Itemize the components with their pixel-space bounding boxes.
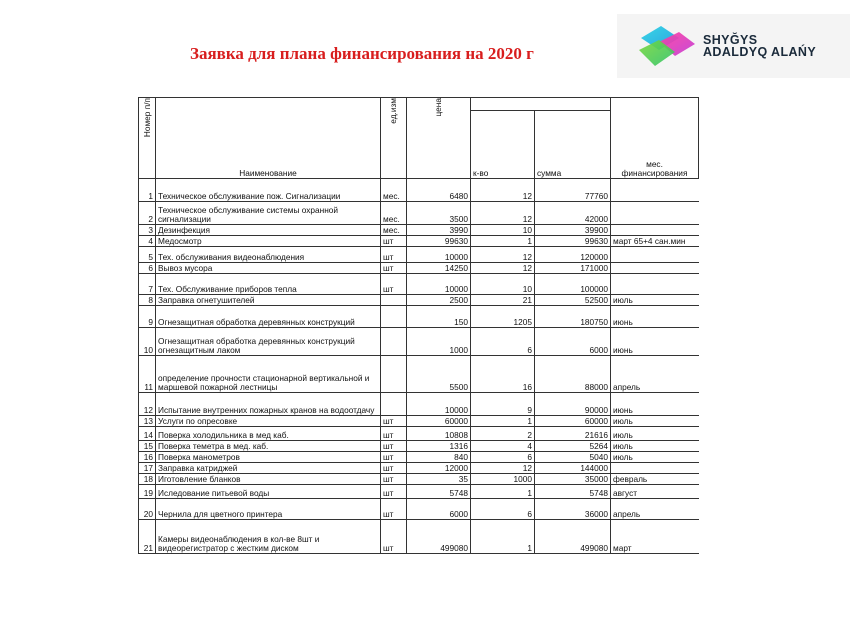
row-price: 10000: [407, 274, 471, 295]
table-row: [139, 202, 699, 225]
row-qty: 1205: [471, 306, 535, 328]
row-sum: 5040: [535, 452, 611, 463]
row-month: июль: [611, 441, 699, 452]
row-number: 12: [139, 393, 156, 416]
row-name: Заправка огнетушителей: [156, 295, 381, 306]
row-price: 6000: [407, 499, 471, 520]
row-name: Поверка манометров: [156, 452, 381, 463]
row-qty: 12: [471, 463, 535, 474]
row-unit: [381, 328, 407, 356]
row-unit: шт: [381, 474, 407, 485]
row-unit: шт: [381, 463, 407, 474]
row-month: апрель: [611, 499, 699, 520]
row-sum: 144000: [535, 463, 611, 474]
row-unit: шт: [381, 485, 407, 499]
row-sum: 120000: [535, 247, 611, 263]
row-price: 499080: [407, 520, 471, 554]
row-price: 5748: [407, 485, 471, 499]
row-unit: шт: [381, 416, 407, 427]
row-sum: 99630: [535, 236, 611, 247]
table-row: [139, 247, 699, 263]
row-price: 35: [407, 474, 471, 485]
row-sum: 52500: [535, 295, 611, 306]
row-number: 19: [139, 485, 156, 499]
table-row: [139, 236, 699, 247]
row-name: Огнезащитная обработка деревянных конструкций огнезащитным лаком: [156, 328, 381, 356]
row-sum: 35000: [535, 474, 611, 485]
row-sum: 499080: [535, 520, 611, 554]
row-name: Заправка катриджей: [156, 463, 381, 474]
table-row: [139, 485, 699, 499]
row-sum: 171000: [535, 263, 611, 274]
row-number: 5: [139, 247, 156, 263]
row-name: Иследование питьевой воды: [156, 485, 381, 499]
row-sum: 39900: [535, 225, 611, 236]
table-row: [139, 474, 699, 485]
row-number: 1: [139, 179, 156, 202]
row-number: 10: [139, 328, 156, 356]
row-qty: 1: [471, 520, 535, 554]
table-row: [139, 520, 699, 554]
row-number: 3: [139, 225, 156, 236]
row-month: [611, 274, 699, 295]
row-sum: 36000: [535, 499, 611, 520]
row-name: Огнезащитная обработка деревянных конструкций: [156, 306, 381, 328]
row-price: 840: [407, 452, 471, 463]
row-number: 17: [139, 463, 156, 474]
row-sum: 6000: [535, 328, 611, 356]
row-name: Вывоз мусора: [156, 263, 381, 274]
header-qty: к-во: [471, 111, 535, 179]
row-qty: 1000: [471, 474, 535, 485]
row-name: Тех. обслуживания видеонаблюдения: [156, 247, 381, 263]
row-sum: 5264: [535, 441, 611, 452]
row-month: июль: [611, 416, 699, 427]
row-price: 1316: [407, 441, 471, 452]
row-price: 10000: [407, 393, 471, 416]
table-row: [139, 416, 699, 427]
row-unit: [381, 393, 407, 416]
row-qty: 16: [471, 356, 535, 393]
row-name: Дезинфекция: [156, 225, 381, 236]
row-name: Техническое обслуживание пож. Сигнализации: [156, 179, 381, 202]
table-row: [139, 463, 699, 474]
row-number: 18: [139, 474, 156, 485]
row-sum: 5748: [535, 485, 611, 499]
row-qty: 10: [471, 274, 535, 295]
row-number: 8: [139, 295, 156, 306]
header-month: мес. финансирования: [611, 98, 699, 179]
header-group: [471, 98, 611, 111]
header-num: Номер п/п: [139, 98, 156, 179]
row-qty: 9: [471, 393, 535, 416]
row-name: Иготовление бланков: [156, 474, 381, 485]
row-month: июль: [611, 452, 699, 463]
header-sum: сумма: [535, 111, 611, 179]
row-unit: мес.: [381, 202, 407, 225]
row-unit: мес.: [381, 179, 407, 202]
table-row: [139, 499, 699, 520]
row-sum: 100000: [535, 274, 611, 295]
row-price: 10000: [407, 247, 471, 263]
row-price: 1000: [407, 328, 471, 356]
row-qty: 1: [471, 416, 535, 427]
row-qty: 6: [471, 499, 535, 520]
row-month: [611, 179, 699, 202]
header-unit: ед.изм: [381, 98, 407, 179]
row-month: [611, 202, 699, 225]
row-month: июнь: [611, 393, 699, 416]
row-unit: [381, 306, 407, 328]
table-row: [139, 179, 699, 202]
row-unit: [381, 356, 407, 393]
logo-line1: SHYĞYS: [703, 33, 758, 47]
row-qty: 1: [471, 485, 535, 499]
row-price: 3990: [407, 225, 471, 236]
table-row: [139, 225, 699, 236]
financing-table: [138, 97, 699, 554]
row-number: 14: [139, 427, 156, 441]
row-unit: шт: [381, 274, 407, 295]
table-row: [139, 295, 699, 306]
company-logo: [617, 14, 850, 78]
row-unit: шт: [381, 247, 407, 263]
row-qty: 1: [471, 236, 535, 247]
row-month: [611, 263, 699, 274]
logo-mark-icon: [631, 20, 701, 72]
row-month: [611, 225, 699, 236]
row-qty: 21: [471, 295, 535, 306]
row-name: Поверка теметра в мед. каб.: [156, 441, 381, 452]
row-sum: 90000: [535, 393, 611, 416]
row-qty: 10: [471, 225, 535, 236]
row-price: 99630: [407, 236, 471, 247]
table-row: [139, 306, 699, 328]
row-qty: 12: [471, 179, 535, 202]
row-month: июнь: [611, 306, 699, 328]
row-unit: шт: [381, 520, 407, 554]
row-name: Техническое обслуживание системы охранной сигнализации: [156, 202, 381, 225]
row-month: апрель: [611, 356, 699, 393]
row-qty: 12: [471, 247, 535, 263]
row-price: 6480: [407, 179, 471, 202]
row-unit: шт: [381, 452, 407, 463]
row-number: 4: [139, 236, 156, 247]
row-number: 11: [139, 356, 156, 393]
row-qty: 12: [471, 202, 535, 225]
row-month: июнь: [611, 328, 699, 356]
row-price: 60000: [407, 416, 471, 427]
row-qty: 4: [471, 441, 535, 452]
row-price: 12000: [407, 463, 471, 474]
row-name: Чернила для цветного принтера: [156, 499, 381, 520]
row-unit: шт: [381, 499, 407, 520]
row-name: Поверка холодильника в мед каб.: [156, 427, 381, 441]
row-name: определение прочности стационарной вертикальной и маршевой пожарной лестницы: [156, 356, 381, 393]
header-name: Наименование: [156, 98, 381, 179]
row-month: март 65+4 сан.мин: [611, 236, 699, 247]
row-unit: шт: [381, 441, 407, 452]
row-sum: 77760: [535, 179, 611, 202]
row-number: 7: [139, 274, 156, 295]
row-name: Тех. Обслуживание приборов тепла: [156, 274, 381, 295]
row-number: 6: [139, 263, 156, 274]
table-row: [139, 356, 699, 393]
row-number: 2: [139, 202, 156, 225]
row-name: Медосмотр: [156, 236, 381, 247]
row-price: 10808: [407, 427, 471, 441]
table-row: [139, 452, 699, 463]
row-month: июль: [611, 295, 699, 306]
row-qty: 12: [471, 263, 535, 274]
document-title: Заявка для плана финансирования на 2020 г: [190, 44, 534, 63]
logo-text: [703, 34, 816, 58]
row-number: 15: [139, 441, 156, 452]
row-unit: шт: [381, 263, 407, 274]
row-price: 2500: [407, 295, 471, 306]
row-month: февраль: [611, 474, 699, 485]
row-qty: 6: [471, 452, 535, 463]
row-name: Испытание внутренних пожарных кранов на водоотдачу: [156, 393, 381, 416]
row-unit: шт: [381, 236, 407, 247]
row-number: 21: [139, 520, 156, 554]
logo-line2: ADALDYQ ALAŃY: [703, 45, 817, 59]
row-month: июль: [611, 427, 699, 441]
table-row: [139, 328, 699, 356]
row-qty: 2: [471, 427, 535, 441]
row-month: [611, 463, 699, 474]
row-month: [611, 247, 699, 263]
row-price: 150: [407, 306, 471, 328]
table-row: [139, 263, 699, 274]
row-qty: 6: [471, 328, 535, 356]
row-sum: 88000: [535, 356, 611, 393]
table-row: [139, 441, 699, 452]
row-price: 5500: [407, 356, 471, 393]
row-sum: 60000: [535, 416, 611, 427]
table-row: [139, 393, 699, 416]
row-number: 20: [139, 499, 156, 520]
row-sum: 42000: [535, 202, 611, 225]
row-name: Камеры видеонаблюдения в кол-ве 8шт и видеорегистратор с жестким диском: [156, 520, 381, 554]
row-unit: шт: [381, 427, 407, 441]
row-unit: [381, 295, 407, 306]
row-sum: 180750: [535, 306, 611, 328]
row-number: 9: [139, 306, 156, 328]
row-month: август: [611, 485, 699, 499]
row-unit: мес.: [381, 225, 407, 236]
table-row: [139, 274, 699, 295]
row-month: март: [611, 520, 699, 554]
row-name: Услуги по опресовке: [156, 416, 381, 427]
row-sum: 21616: [535, 427, 611, 441]
row-price: 3500: [407, 202, 471, 225]
header-price: цена: [407, 98, 471, 179]
table-row: [139, 427, 699, 441]
row-number: 16: [139, 452, 156, 463]
row-price: 14250: [407, 263, 471, 274]
row-number: 13: [139, 416, 156, 427]
